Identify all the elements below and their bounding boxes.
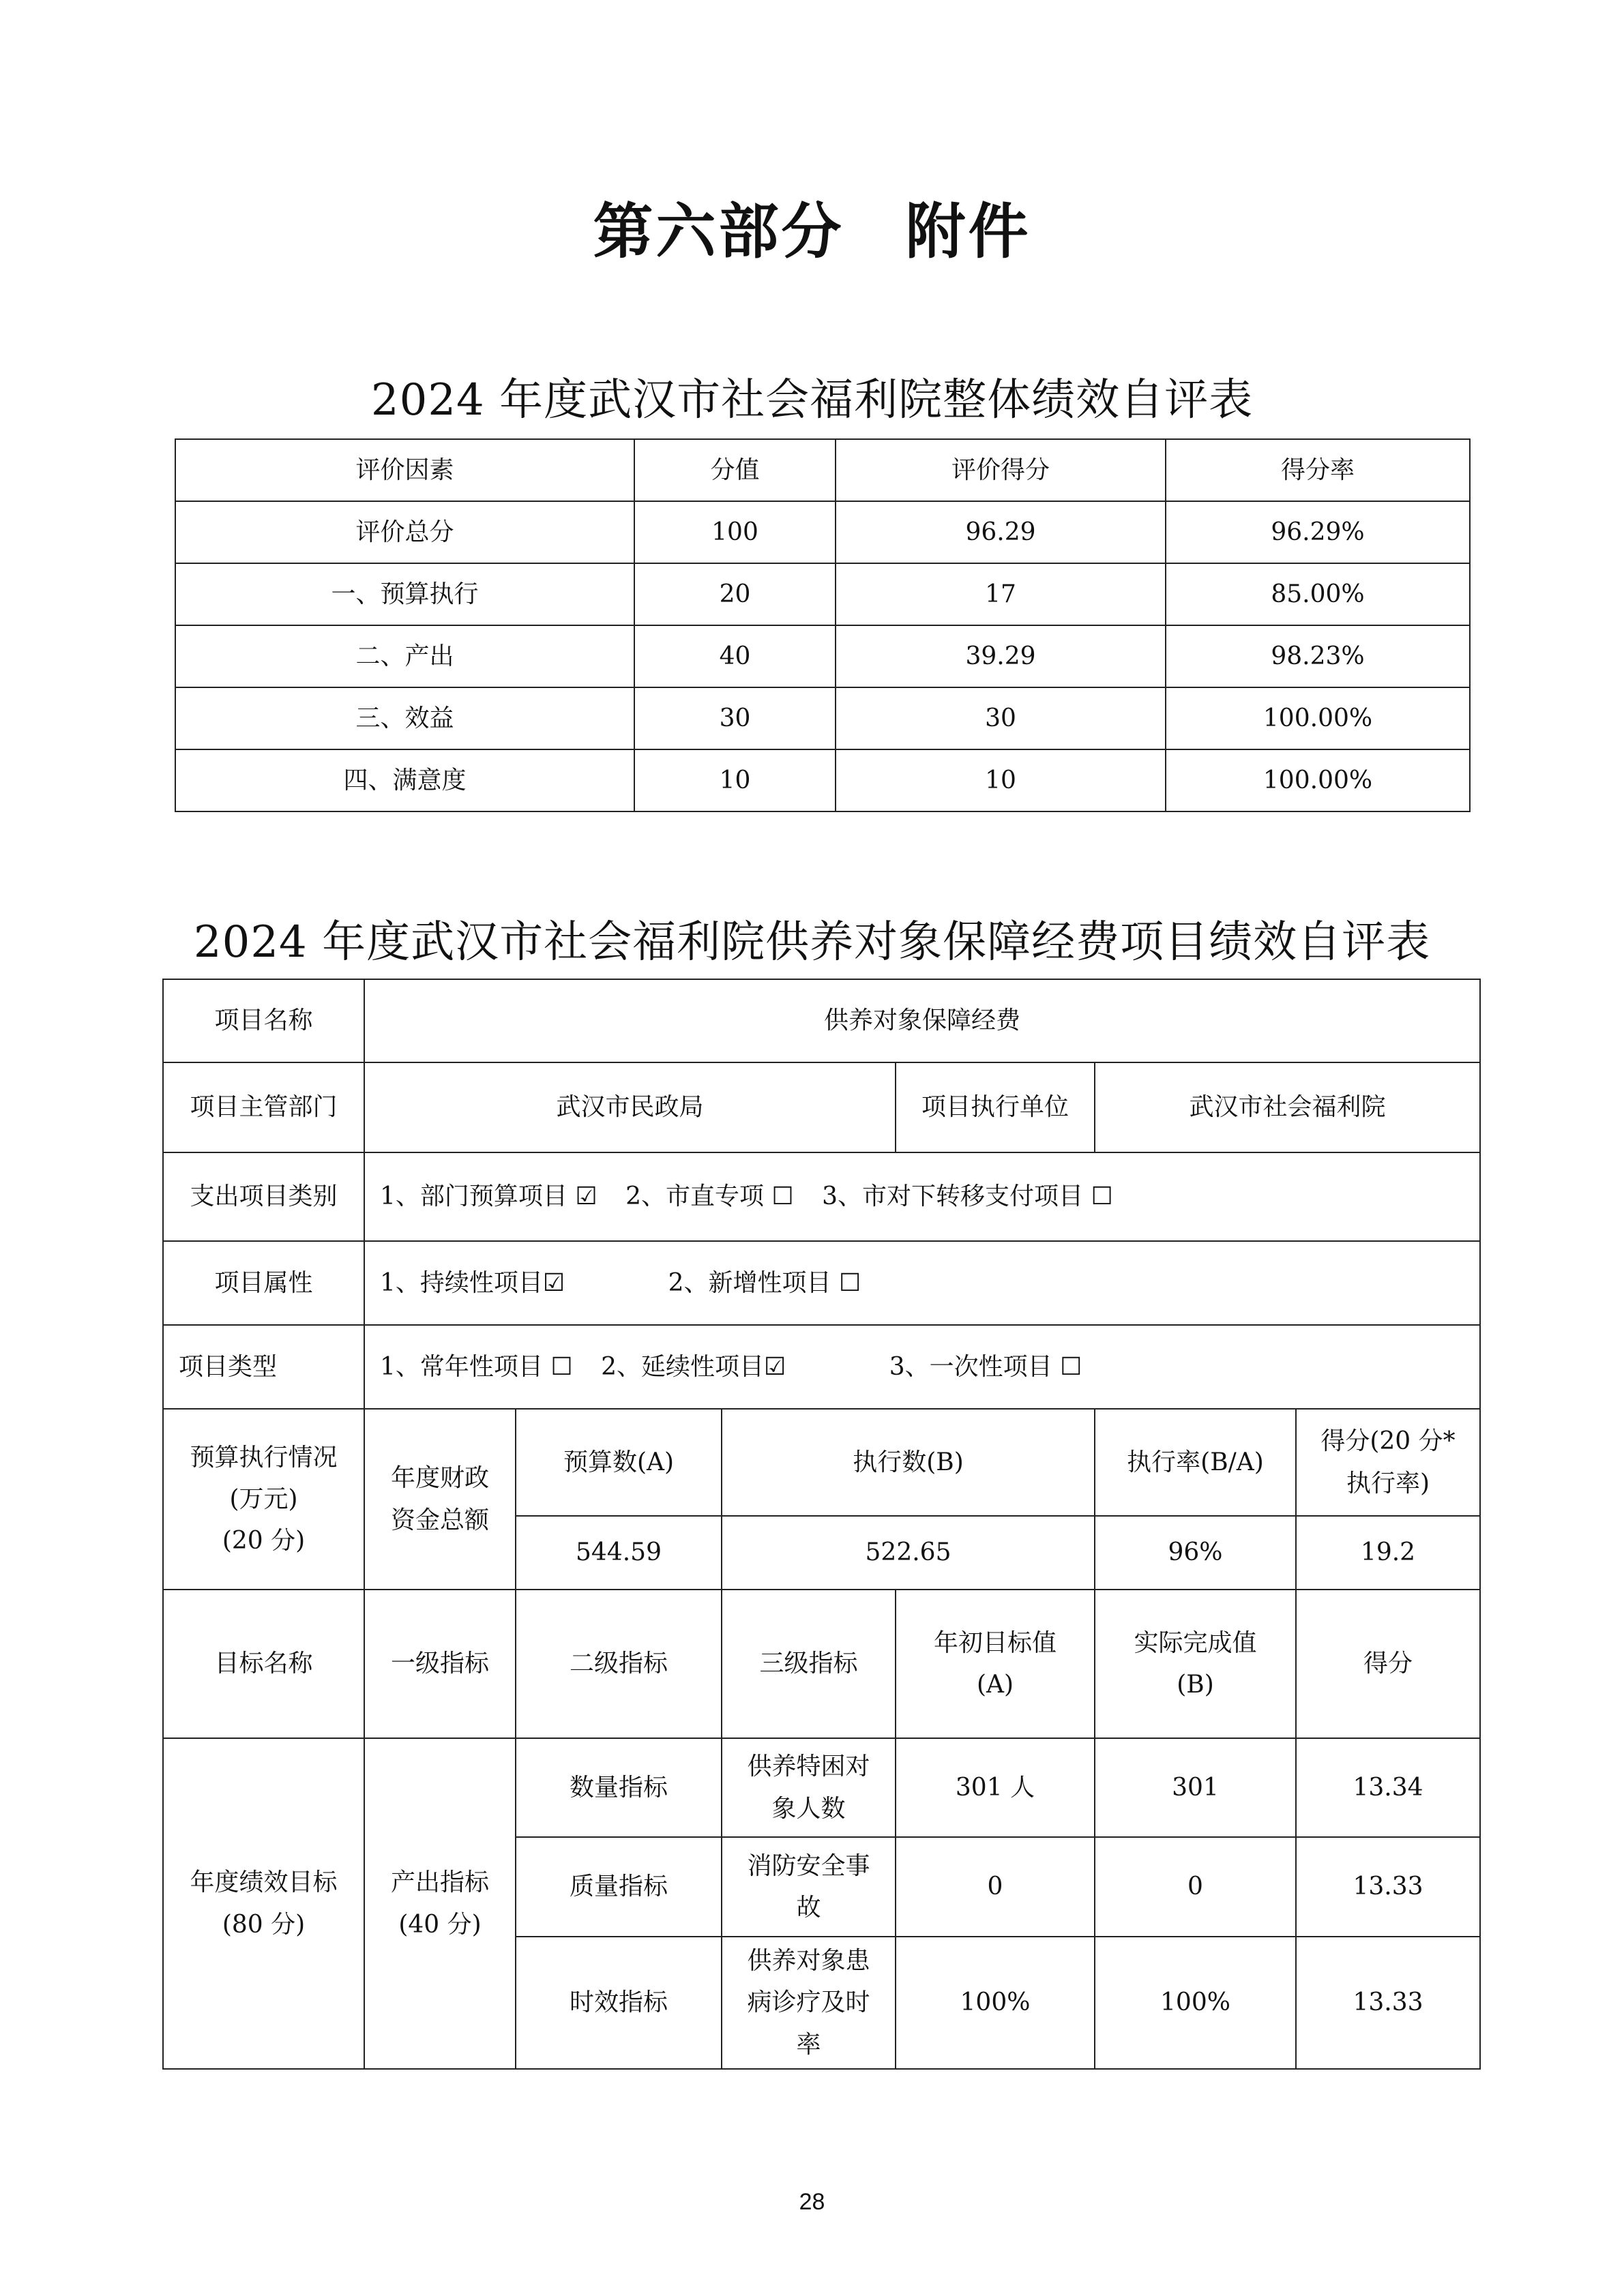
- table-cell: 四、满意度: [175, 749, 634, 811]
- category-option-checkbox[interactable]: 3、市对下转移支付项目 ☐: [822, 1182, 1113, 1211]
- indicator-row: [163, 1738, 1480, 1837]
- budget-header-a: 预算数(A): [516, 1409, 722, 1516]
- project-name-label: 项目名称: [163, 979, 364, 1062]
- goal-header-line: 年初目标值: [933, 1628, 1057, 1657]
- attr-option-checkbox[interactable]: 1、持续性项目☑: [380, 1268, 565, 1297]
- attr-label: 项目属性: [163, 1241, 364, 1325]
- type-option-checkbox[interactable]: 3、一次性项目 ☐: [889, 1352, 1082, 1381]
- budget-header-rate: 执行率(B/A): [1095, 1409, 1296, 1516]
- type-option-checkbox[interactable]: 1、常年性项目 ☐: [380, 1352, 573, 1381]
- budget-label: [163, 1409, 364, 1590]
- budget-sub-label: [364, 1409, 516, 1590]
- table-cell: 10: [634, 749, 836, 811]
- level3-cell: [722, 1837, 896, 1937]
- budget-label-line: 预算执行情况: [190, 1443, 338, 1472]
- budget-label-line: (20 分): [222, 1527, 306, 1555]
- header-cell: 评价因素: [175, 439, 634, 501]
- part-name: 附件: [905, 196, 1031, 267]
- exec-unit-label: 项目执行单位: [896, 1062, 1095, 1152]
- goal-header-row: [163, 1590, 1480, 1738]
- level3-line: 供养对象患: [747, 1947, 870, 1976]
- goal-header-cell: 三级指标: [722, 1590, 896, 1738]
- table-cell: 二、产出: [175, 625, 634, 687]
- table-row: [175, 687, 1470, 749]
- type-option-checkbox[interactable]: 2、延续性项目☑: [601, 1352, 786, 1381]
- level1-line: 产出指标: [390, 1868, 489, 1897]
- goal-header-cell: 一级指标: [364, 1590, 516, 1738]
- part-label: 第六部分: [593, 196, 844, 267]
- attr-options: [364, 1241, 1480, 1325]
- project-name-row: [163, 979, 1480, 1062]
- actual-cell: 0: [1095, 1837, 1296, 1937]
- level3-line: 象人数: [771, 1794, 846, 1823]
- table1-title: 2024 年度武汉市社会福利院整体绩效自评表: [370, 375, 1254, 426]
- table2-title: 2024 年度武汉市社会福利院供养对象保障经费项目绩效自评表: [193, 917, 1431, 968]
- table-cell: 20: [634, 563, 836, 625]
- type-label: 项目类型: [163, 1325, 364, 1409]
- type-row: [163, 1325, 1480, 1409]
- attribute-row: [163, 1241, 1480, 1325]
- budget-value-score: 19.2: [1296, 1516, 1480, 1590]
- table-cell: 一、预算执行: [175, 563, 634, 625]
- table-cell: 10: [836, 749, 1166, 811]
- category-row: [163, 1152, 1480, 1241]
- level3-line: 病诊疗及时: [747, 1988, 870, 2017]
- target-cell: 0: [896, 1837, 1095, 1937]
- actual-cell: 301: [1095, 1738, 1296, 1837]
- part-title: [0, 184, 1624, 270]
- project-name-value: 供养对象保障经费: [364, 979, 1480, 1062]
- project-evaluation-table: [162, 979, 1481, 2070]
- level3-cell: [722, 1738, 896, 1837]
- goal-header-cell: 二级指标: [516, 1590, 722, 1738]
- type-options: [364, 1325, 1480, 1409]
- category-option-checkbox[interactable]: 2、市直专项 ☐: [625, 1182, 794, 1211]
- score-cell: 13.33: [1296, 1837, 1480, 1937]
- score-cell: 13.34: [1296, 1738, 1480, 1837]
- category-option-checkbox[interactable]: 1、部门预算项目 ☑: [380, 1182, 597, 1211]
- header-cell: 评价得分: [836, 439, 1166, 501]
- department-row: [163, 1062, 1480, 1152]
- exec-unit-value: 武汉市社会福利院: [1095, 1062, 1480, 1152]
- goal-name-cell: [163, 1738, 364, 2069]
- budget-sub-label-line: 年度财政: [390, 1464, 489, 1493]
- goal-name-line: (80 分): [222, 1910, 306, 1939]
- table-cell: 100: [634, 501, 836, 563]
- attr-option-checkbox[interactable]: 2、新增性项目 ☐: [668, 1268, 861, 1297]
- budget-sub-label-line: 资金总额: [390, 1506, 489, 1534]
- level3-line: 故: [796, 1894, 821, 1922]
- goal-name-line: 年度绩效目标: [190, 1868, 338, 1897]
- table-cell: 40: [634, 625, 836, 687]
- budget-label-line: (万元): [229, 1485, 298, 1513]
- table-header-row: [175, 439, 1470, 501]
- table-cell: 100.00%: [1166, 749, 1470, 811]
- budget-header-row: [163, 1409, 1480, 1516]
- level1-cell: [364, 1738, 516, 2069]
- table-row: [175, 563, 1470, 625]
- header-cell: 得分率: [1166, 439, 1470, 501]
- budget-header-score-line: 得分(20 分*: [1320, 1427, 1456, 1456]
- dept-value: 武汉市民政局: [364, 1062, 896, 1152]
- score-cell: 13.33: [1296, 1937, 1480, 2069]
- table-cell: 30: [836, 687, 1166, 749]
- level2-cell: 时效指标: [516, 1937, 722, 2069]
- level3-line: 率: [796, 2030, 821, 2059]
- level1-line: (40 分): [398, 1910, 482, 1939]
- page-number: 28: [799, 2189, 825, 2215]
- table-row: [175, 749, 1470, 811]
- table-cell: 三、效益: [175, 687, 634, 749]
- table-cell: 评价总分: [175, 501, 634, 563]
- table-cell: 39.29: [836, 625, 1166, 687]
- budget-value-a: 544.59: [516, 1516, 722, 1590]
- table-cell: 96.29%: [1166, 501, 1470, 563]
- goal-header-line: 实际完成值: [1134, 1628, 1257, 1657]
- budget-header-score: [1296, 1409, 1480, 1516]
- level3-line: 供养特困对: [747, 1753, 870, 1781]
- table-row: [175, 501, 1470, 563]
- table-cell: 17: [836, 563, 1166, 625]
- budget-header-b: 执行数(B): [722, 1409, 1095, 1516]
- table-cell: 100.00%: [1166, 687, 1470, 749]
- category-options: [364, 1152, 1480, 1241]
- budget-header-score-line: 执行率): [1346, 1469, 1430, 1497]
- target-cell: 100%: [896, 1937, 1095, 2069]
- table-cell: 96.29: [836, 501, 1166, 563]
- goal-header-cell: [896, 1590, 1095, 1738]
- level2-cell: 质量指标: [516, 1837, 722, 1937]
- category-label: 支出项目类别: [163, 1152, 364, 1241]
- budget-value-rate: 96%: [1095, 1516, 1296, 1590]
- table-cell: 30: [634, 687, 836, 749]
- level3-line: 消防安全事: [747, 1851, 870, 1880]
- table-cell: 98.23%: [1166, 625, 1470, 687]
- budget-value-b: 522.65: [722, 1516, 1095, 1590]
- actual-cell: 100%: [1095, 1937, 1296, 2069]
- level3-cell: [722, 1937, 896, 2069]
- target-cell: 301 人: [896, 1738, 1095, 1837]
- goal-header-line: (A): [976, 1671, 1014, 1699]
- table-row: [175, 625, 1470, 687]
- table-cell: 85.00%: [1166, 563, 1470, 625]
- overall-evaluation-table: [175, 438, 1471, 812]
- dept-label: 项目主管部门: [163, 1062, 364, 1152]
- goal-header-cell: 得分: [1296, 1590, 1480, 1738]
- level2-cell: 数量指标: [516, 1738, 722, 1837]
- goal-header-line: (B): [1177, 1671, 1214, 1699]
- goal-header-cell: [1095, 1590, 1296, 1738]
- goal-header-cell: 目标名称: [163, 1590, 364, 1738]
- header-cell: 分值: [634, 439, 836, 501]
